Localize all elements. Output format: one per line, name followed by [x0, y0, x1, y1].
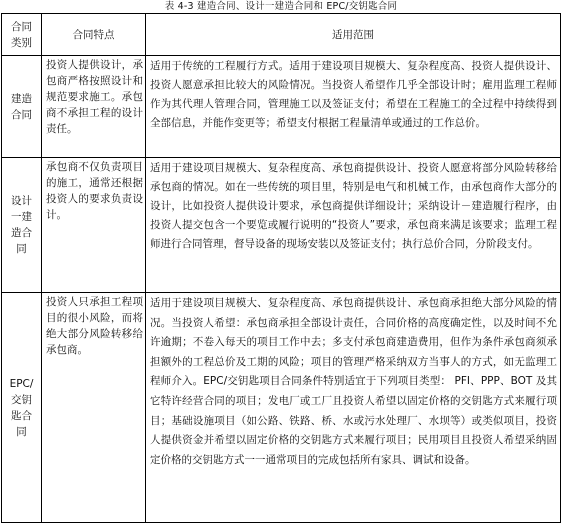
scope-cell: 适用于建设项目规模大、复杂程度高、承包商提供设计、承包商承担绝大部分风险的情况。当投资人希望：承包商承担全部设计责任，合同价格的高度确定性，以及时间不允许逾期；不卷入每天的项目工作中去；多支付承包商建造费用，但作为条件承包商须承担额外的工程总价及工期的风险；项目的管理严格采纳双方当事人的方式，如无监理工程师介入。EPC/交钥匙项目合同条件特别适宜于下列项目类型： PFI、PPP、BOT 及其它特许经营合同的项目；发电厂或工厂且投资人希望以固定价格的交钥匙方式来履行项目；基础设施项目（如公路、铁路、桥、水或污水处理厂、水坝等）或类似项目，投资人提供资金并希望以固定价格的交钥匙方式来履行项目；民用项目且投资人希望采纳固定价格的交钥匙方式一一通常项目的完成包括所有家具、调试和设备。 [146, 293, 561, 523]
table-row [2, 56, 561, 158]
table-row [2, 158, 561, 293]
contract-comparison-table [1, 13, 561, 523]
features-cell: 投资人提供设计，承包商严格按照设计和规范要求施工。承包商不承担工程的设计责任。 [42, 56, 146, 158]
scope-cell: 适用于传统的工程履行方式。适用于建设项目规模大、复杂程度高、投资人提供设计、投资人愿意承担比较大的风险情况。当投资人希望作几乎全部设计时；雇用监理工程师作为其代理人管理合同，管理施工以及签证支付；希望在工程施工的全过程中持续得到全部信息，并能作变更等；希望支付根据工程量清单或通过的工作总价。 [146, 56, 561, 158]
features-cell: 承包商不仅负责项目的施工，通常还根据投资人的要求负责设计。 [42, 158, 146, 293]
features-cell: 投资人只承担工程项目的很小风险，而将绝大部分风险转移给承包商。 [42, 293, 146, 523]
table-caption: 表 4-3 建造合同、设计一建造合同和 EPC/交钥匙合同 [164, 1, 398, 12]
category-cell: 设计 一建 造合 同 [2, 158, 42, 293]
table-row [2, 293, 561, 523]
header-category: 合同 类别 [2, 14, 42, 56]
scope-cell: 适用于建设项目规模大、复杂程度高、承包商提供设计、投资人愿意将部分风险转移给承包商的情况。如在一些传统的项目里，特别是电气和机械工作，由承包商作大部分的设计，比如投资人提供设计要求，承包商提供详细设计；采纳设计－建造履行程序，由投资人提交包含一个要览或履行说明的“投资人”要求，承包商来满足该要求；监理工程师进行合同管理，督导设备的现场安装以及签证支付；执行总价合同，分阶段支付。 [146, 158, 561, 293]
category-cell: 建造 合同 [2, 56, 42, 158]
header-features: 合同特点 [42, 14, 146, 56]
table-header-row [2, 14, 561, 56]
header-scope: 适用范围 [146, 14, 561, 56]
category-cell: EPC/ 交钥 匙合 同 [2, 293, 42, 523]
